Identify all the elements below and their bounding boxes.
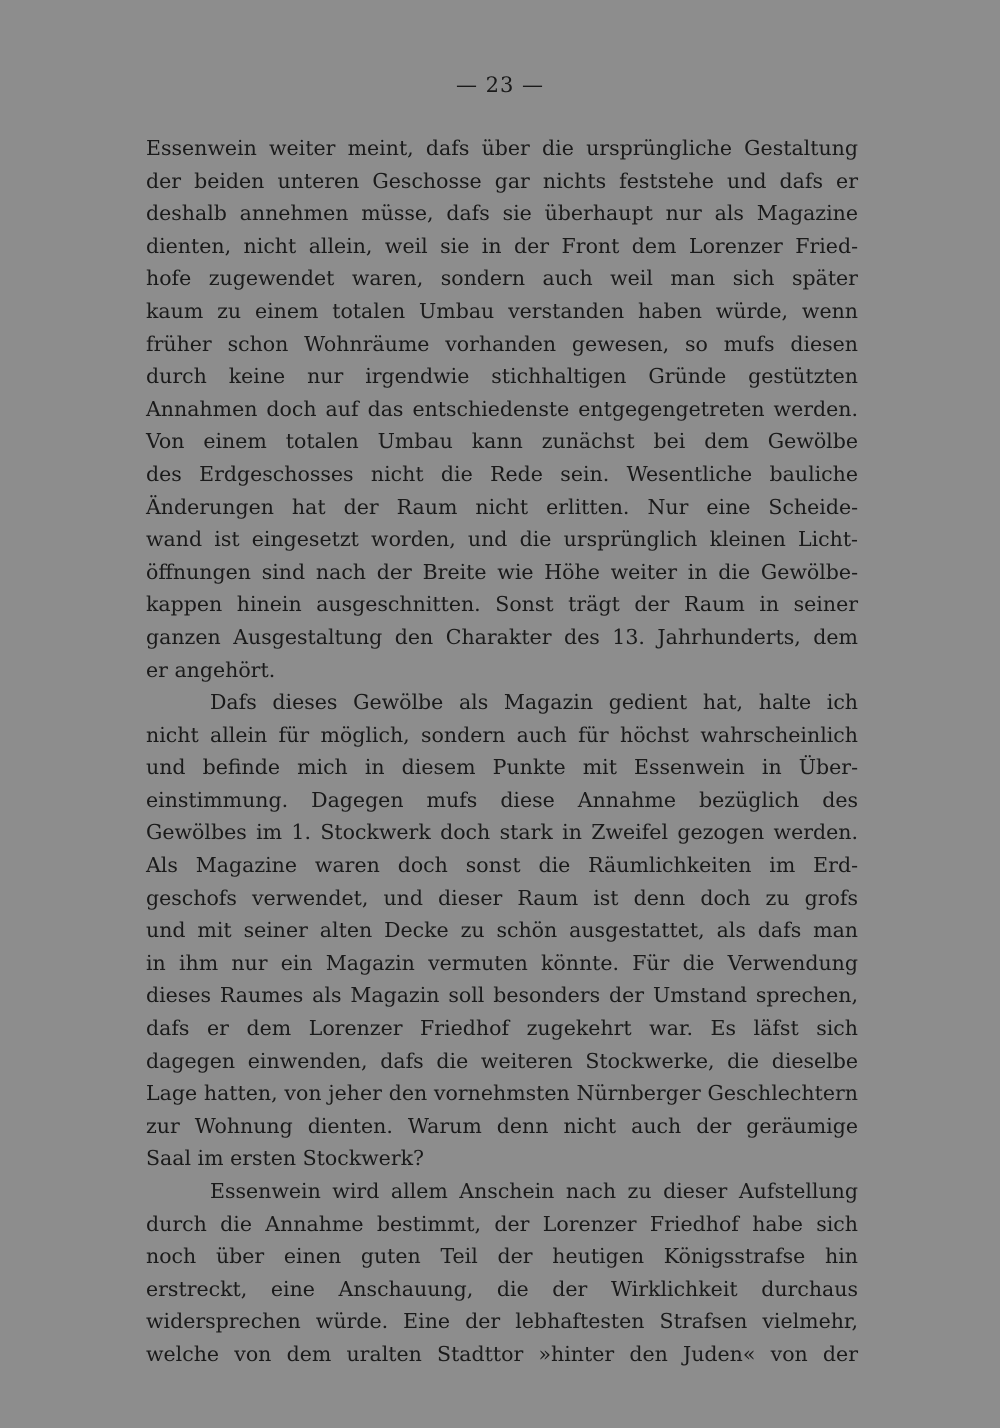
text-line: geschofs verwendet, und dieser Raum ist denn doch zu grofs: [146, 885, 858, 910]
text-line: dienten, nicht allein, weil sie in der Front dem Lorenzer Fried-: [146, 233, 858, 258]
text-line: wand ist eingesetzt worden, und die ursprünglich kleinen Licht-: [146, 527, 858, 552]
body-text: [146, 132, 858, 1371]
text-line: widersprechen würde. Eine der lebhaftesten Strafsen vielmehr,: [146, 1309, 858, 1334]
text-line: durch die Annahme bestimmt, der Lorenzer Friedhof habe sich: [146, 1211, 858, 1236]
text-line: Essenwein weiter meint, dafs über die ursprüngliche Gestaltung: [146, 136, 858, 160]
text-line: Saal im ersten Stockwerk?: [146, 1146, 425, 1171]
text-line: noch über einen guten Teil der heutigen Königsstrafse hin: [146, 1244, 858, 1269]
paragraph: [146, 686, 858, 1175]
text-line: durch keine nur irgendwie stichhaltigen Gründe gestützten: [146, 364, 858, 389]
text-line: Dafs dieses Gewölbe als Magazin gedient hat, halte ich: [210, 690, 858, 715]
text-line: zur Wohnung dienten. Warum denn nicht auch der geräumige: [146, 1113, 858, 1138]
page-number: — 23 —: [455, 73, 545, 97]
text-line: dafs er dem Lorenzer Friedhof zugekehrt war. Es läfst sich: [146, 1016, 858, 1041]
text-line: ganzen Ausgestaltung den Charakter des 13. Jahrhunderts, dem: [146, 624, 858, 649]
text-line: früher schon Wohnräume vorhanden gewesen, so mufs diesen: [146, 331, 858, 356]
text-line: er angehört.: [146, 657, 276, 682]
text-line: Änderungen hat der Raum nicht erlitten. Nur eine Scheide-: [146, 494, 858, 519]
text-line: kaum zu einem totalen Umbau verstanden haben würde, wenn: [146, 298, 858, 323]
text-line: Gewölbes im 1. Stockwerk doch stark in Zweifel gezogen werden.: [146, 820, 858, 845]
text-line: erstreckt, eine Anschauung, die der Wirklichkeit durchaus: [146, 1276, 858, 1301]
paragraph: [146, 1175, 858, 1371]
text-line: deshalb annehmen müsse, dafs sie überhaupt nur als Magazine: [146, 201, 858, 226]
text-line: dagegen einwenden, dafs die weiteren Stockwerke, die dieselbe: [146, 1048, 858, 1073]
text-line: in ihm nur ein Magazin vermuten könnte. Für die Verwendung: [146, 950, 858, 975]
text-line: nicht allein für möglich, sondern auch für höchst wahrscheinlich: [146, 722, 858, 747]
text-line: Essenwein wird allem Anschein nach zu dieser Aufstellung: [210, 1179, 858, 1203]
text-line: Annahmen doch auf das entschiedenste entgegengetreten werden.: [146, 396, 858, 421]
text-line: welche von dem uralten Stadttor »hinter den Juden« von der: [146, 1341, 858, 1366]
text-line: Als Magazine waren doch sonst die Räumlichkeiten im Erd-: [146, 853, 858, 878]
text-line: einstimmung. Dagegen mufs diese Annahme bezüglich des: [146, 787, 858, 812]
text-line: dieses Raumes als Magazin soll besonders der Umstand sprechen,: [146, 983, 858, 1008]
text-line: und befinde mich in diesem Punkte mit Essenwein in Über-: [146, 755, 858, 780]
text-line: Von einem totalen Umbau kann zunächst bei dem Gewölbe: [146, 429, 858, 454]
text-line: hofe zugewendet waren, sondern auch weil man sich später: [146, 266, 858, 291]
text-line: Lage hatten, von jeher den vornehmsten Nürnberger Geschlechtern: [146, 1081, 858, 1106]
text-line: und mit seiner alten Decke zu schön ausgestattet, als dafs man: [146, 918, 858, 943]
text-line: öffnungen sind nach der Breite wie Höhe weiter in die Gewölbe-: [146, 559, 858, 584]
text-line: des Erdgeschosses nicht die Rede sein. Wesentliche bauliche: [146, 461, 858, 486]
text-line: der beiden unteren Geschosse gar nichts feststehe und dafs er: [146, 168, 858, 193]
text-line: kappen hinein ausgeschnitten. Sonst trägt der Raum in seiner: [146, 592, 858, 617]
paragraph: [146, 132, 858, 686]
